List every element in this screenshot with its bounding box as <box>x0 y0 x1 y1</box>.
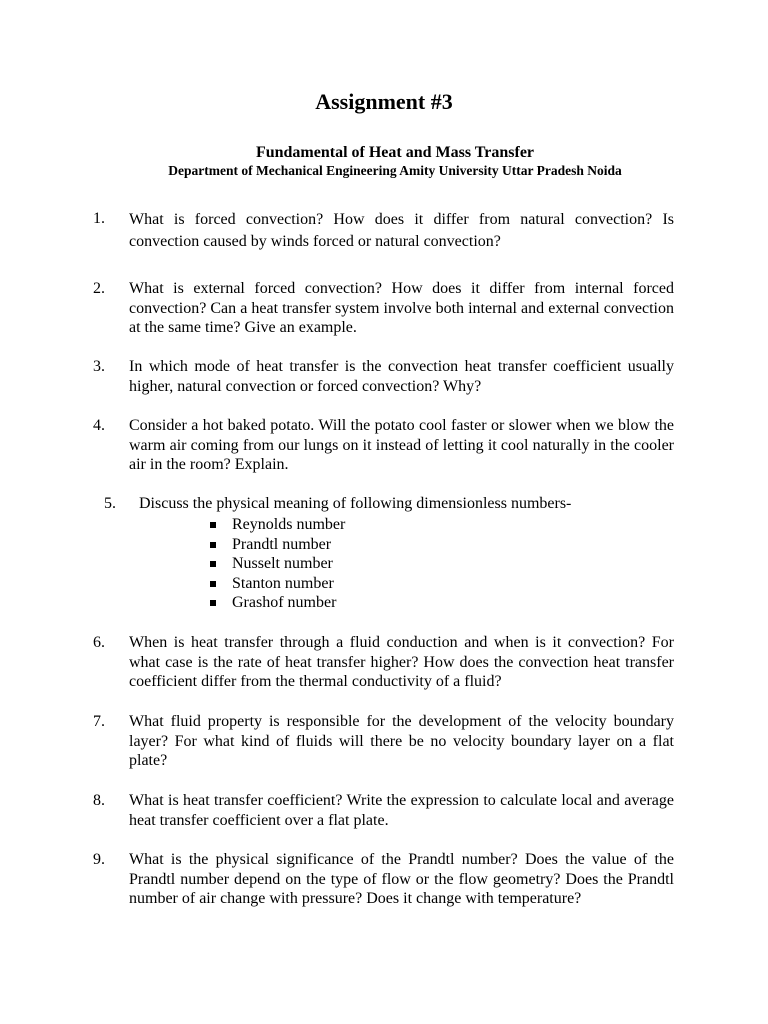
question-text: Discuss the physical meaning of following dimensionless numbers- <box>139 495 572 512</box>
question-text: What is the physical significance of the Prandtl number? Does the value of the Prandtl number depend on the type of flow or the flow geometry? Does the Prandtl number of air change with pressure? Does it change with temperature? <box>129 851 674 907</box>
square-bullet-icon <box>210 561 216 567</box>
question-text: What fluid property is responsible for the development of the velocity boundary layer? For what kind of fluids will there be no velocity boundary layer on a flat plate? <box>129 713 674 769</box>
square-bullet-icon <box>210 542 216 548</box>
question-text: When is heat transfer through a fluid conduction and when is it convection? For what case is the rate of heat transfer higher? How does the convection heat transfer coefficient differ from the thermal conductivity of a fluid? <box>129 634 674 690</box>
dimensionless-numbers-list <box>210 515 345 613</box>
list-item: Grashof number <box>210 593 345 613</box>
question-text: What is external forced convection? How does it differ from internal forced convection? Can a heat transfer system involve both internal and external convection at the same time? Give an example. <box>129 280 674 336</box>
question-number: 7. <box>93 713 105 730</box>
course-title: Fundamental of Heat and Mass Transfer <box>255 144 535 161</box>
question-number: 1. <box>93 210 105 227</box>
question-number: 2. <box>93 280 105 297</box>
department-line: Department of Mechanical Engineering Amity University Uttar Pradesh Noida <box>168 163 622 178</box>
list-item: Stanton number <box>210 574 345 594</box>
assignment-title: Assignment #3 <box>315 89 453 114</box>
square-bullet-icon <box>210 522 216 528</box>
question-number: 4. <box>93 417 105 434</box>
question-number: 6. <box>93 634 105 651</box>
square-bullet-icon <box>210 600 216 606</box>
question-number: 9. <box>93 851 105 868</box>
question-number: 5. <box>104 495 116 512</box>
question-number: 3. <box>93 358 105 375</box>
list-item: Reynolds number <box>210 515 345 535</box>
question-text: In which mode of heat transfer is the convection heat transfer coefficient usually higher, natural convection or forced convection? Why? <box>129 358 674 395</box>
question-text: What is forced convection? How does it differ from natural convection? Is convection caused by winds forced or natural convection? <box>129 211 674 250</box>
list-item: Nusselt number <box>210 554 345 574</box>
list-item: Prandtl number <box>210 535 345 555</box>
question-number: 8. <box>93 792 105 809</box>
question-text: What is heat transfer coefficient? Write the expression to calculate local and average heat transfer coefficient over a flat plate. <box>129 792 674 829</box>
square-bullet-icon <box>210 581 216 587</box>
question-text: Consider a hot baked potato. Will the potato cool faster or slower when we blow the warm air coming from our lungs on it instead of letting it cool naturally in the cooler air in the room? Explain. <box>129 417 674 473</box>
